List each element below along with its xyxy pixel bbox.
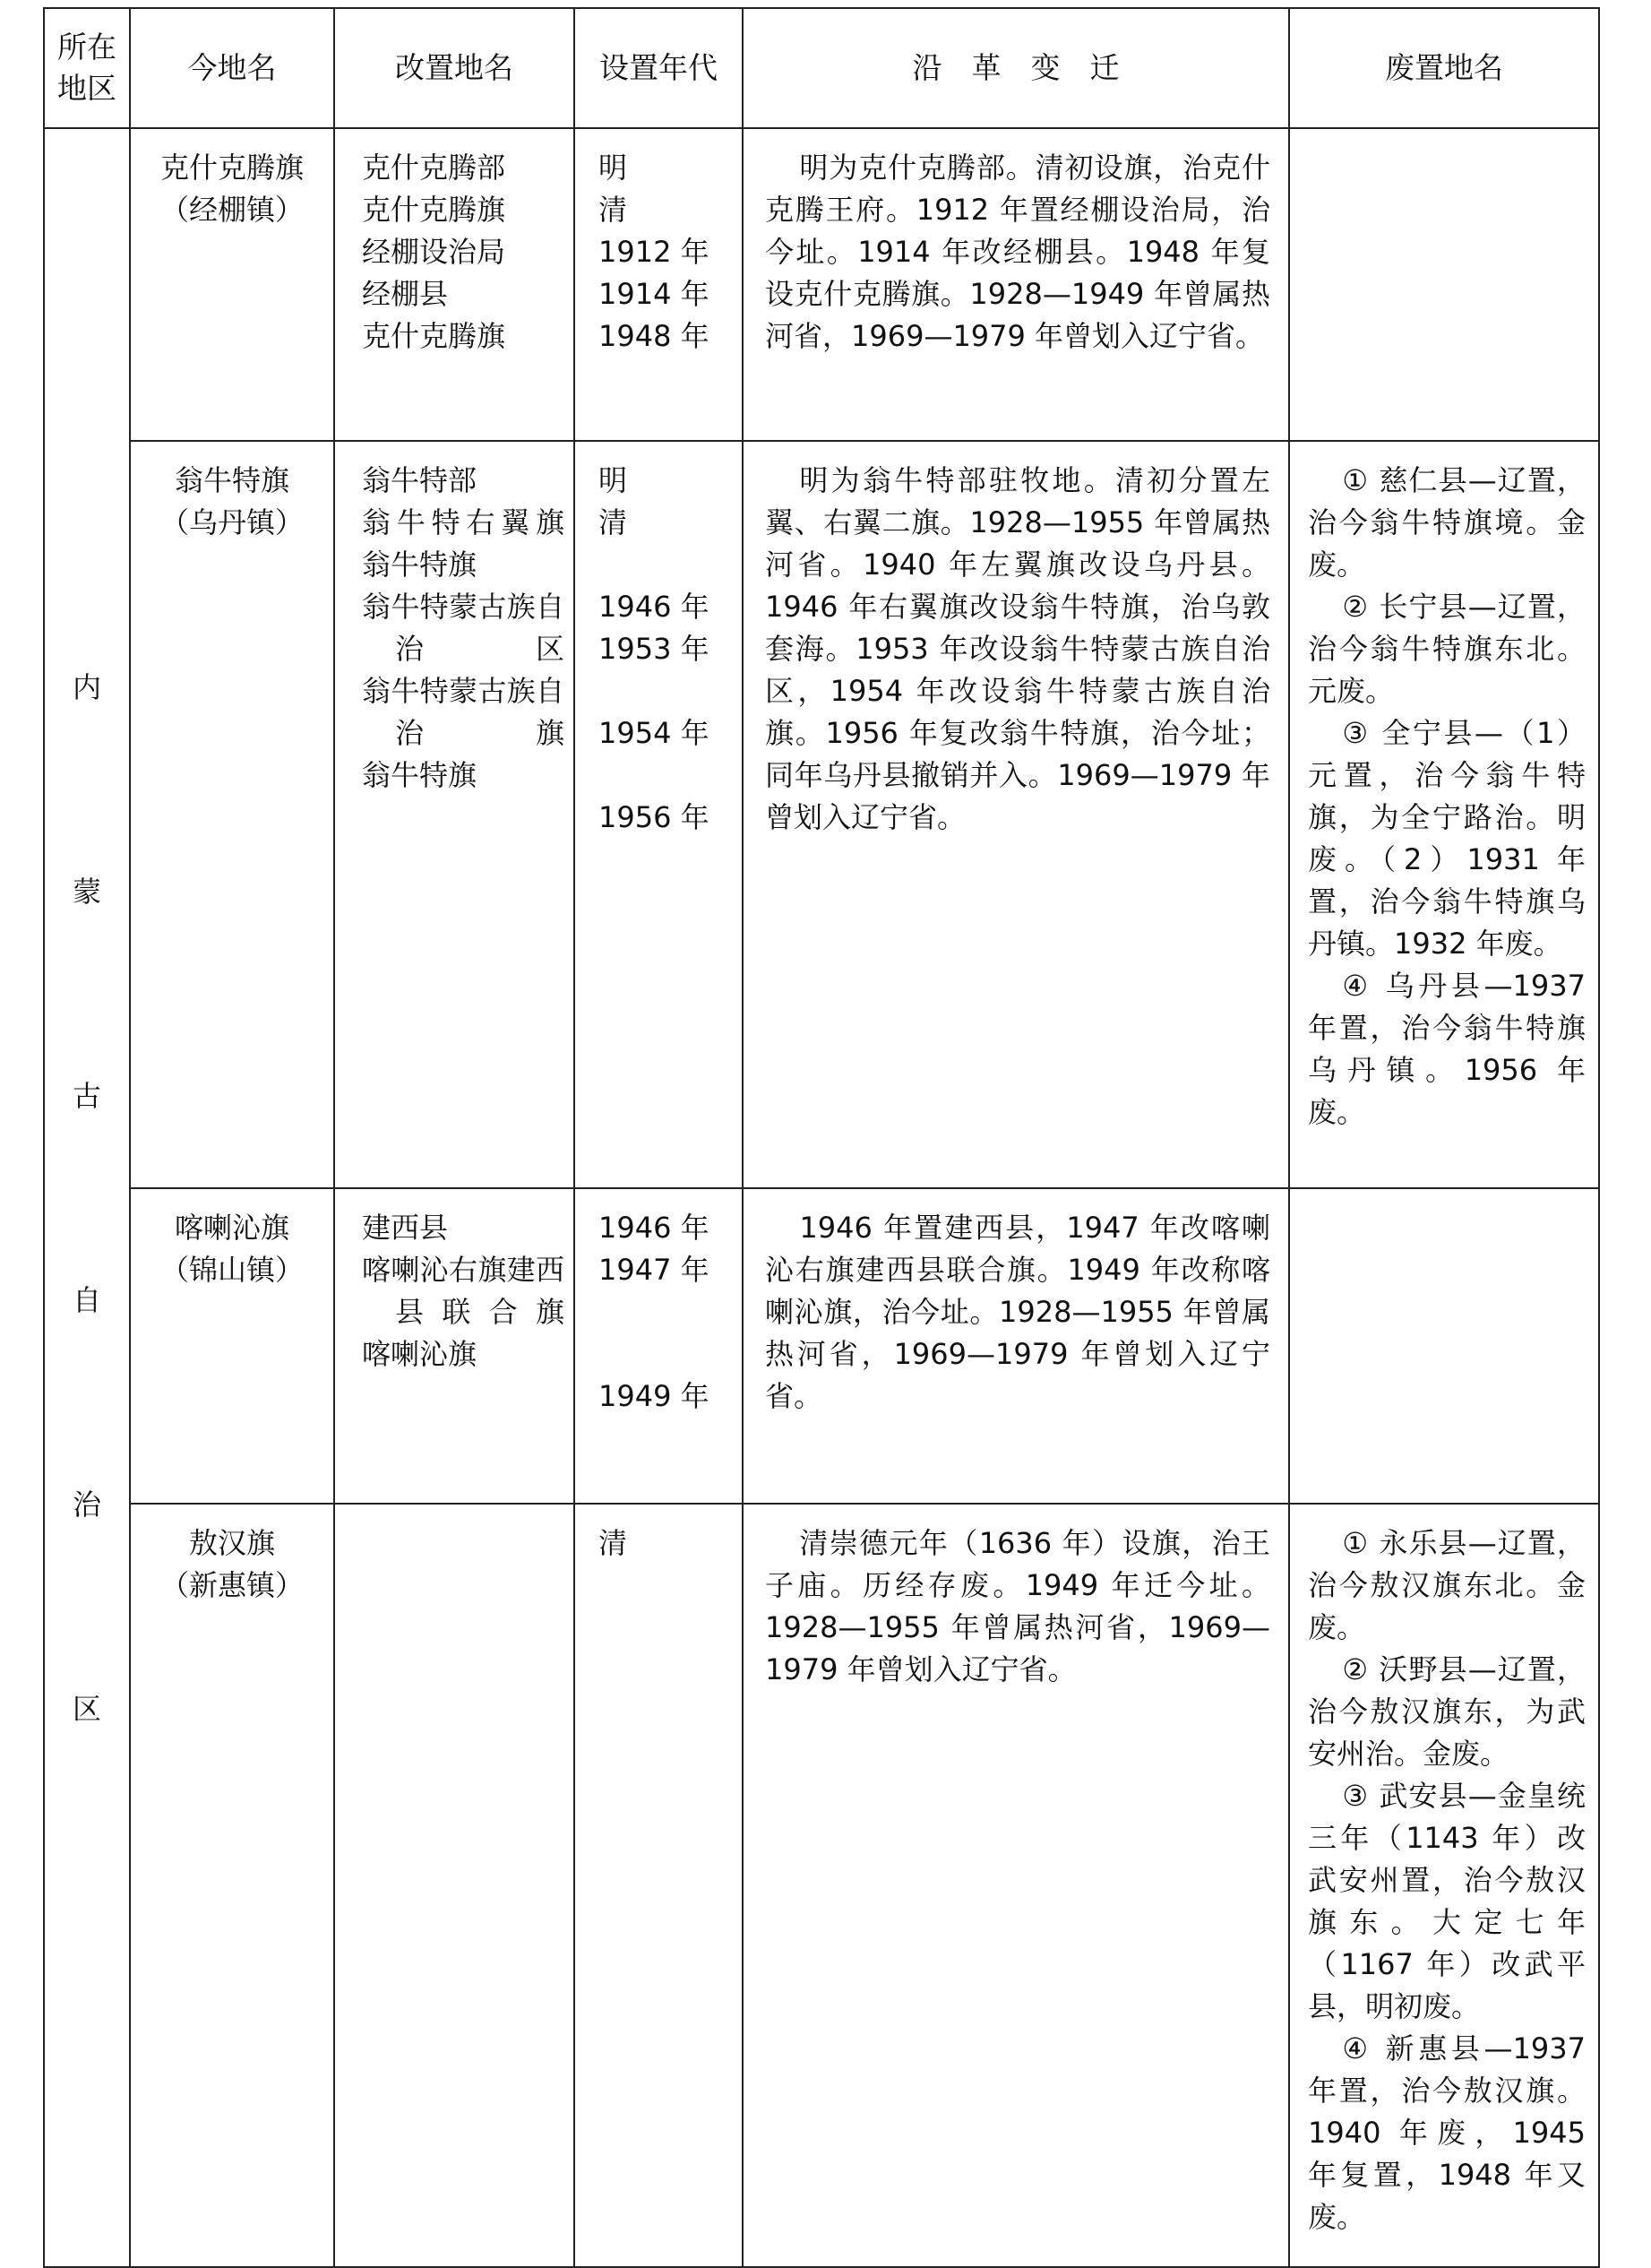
changed-names-cell: 建西县 喀喇沁右旗建西县联合旗 喀喇沁旗	[334, 1188, 574, 1504]
abolished-cell	[1289, 128, 1599, 441]
changed-names-cell: 翁牛特部 翁牛特右翼旗 翁牛特旗 翁牛特蒙古族自治区 翁牛特蒙古族自治旗 翁牛特旗	[334, 441, 574, 1188]
table-row	[44, 128, 1599, 441]
years-cell: 1946 年 1947 年 1949 年	[574, 1188, 743, 1504]
years-cell: 明 清 1912 年 1914 年 1948 年	[574, 128, 743, 441]
current-name-cell: 克什克腾旗 （经棚镇）	[130, 128, 334, 441]
current-name-cell: 翁牛特旗 （乌丹镇）	[130, 441, 334, 1188]
current-name-cell: 喀喇沁旗 （锦山镇）	[130, 1188, 334, 1504]
region-cell	[44, 128, 130, 2267]
abolished-cell	[1289, 1504, 1599, 2267]
abolished-cell	[1289, 1188, 1599, 1504]
changed-names-cell: 克什克腾部 克什克腾旗 经棚设治局 经棚县 克什克腾旗	[334, 128, 574, 441]
current-name-cell: 敖汉旗 （新惠镇）	[130, 1504, 334, 2267]
gazetteer-table	[43, 7, 1600, 2268]
table-row	[44, 1188, 1599, 1504]
years-cell: 明 清 1946 年 1953 年 1954 年 1956 年	[574, 441, 743, 1188]
header-row	[44, 8, 1599, 128]
table-row	[44, 441, 1599, 1188]
abolished-item: ② 沃野县—辽置，治今敖汉旗东，为武安州治。金废。	[1308, 1652, 1586, 1771]
changed-names-cell	[334, 1504, 574, 2267]
history-cell: 清崇德元年（1636 年）设旗，治王子庙。历经存废。1949 年迁今址。1928—1955 年曾属热河省，1969—1979 年曾划入辽宁省。	[743, 1504, 1289, 2267]
abolished-item: ① 永乐县—辽置，治今敖汉旗东北。金废。	[1308, 1526, 1586, 1644]
abolished-item: ② 长宁县—辽置，治今翁牛特旗东北。元废。	[1308, 590, 1586, 708]
header-history: 沿 革 变 迁	[743, 8, 1289, 128]
years-cell: 清	[574, 1504, 743, 2267]
header-abolished: 废置地名	[1289, 8, 1599, 128]
abolished-item: ① 慈仁县—辽置，治今翁牛特旗境。金废。	[1308, 463, 1586, 582]
history-cell: 1946 年置建西县，1947 年改喀喇沁右旗建西县联合旗。1949 年改称喀喇沁旗，治今址。1928—1955 年曾属热河省，1969—1979 年曾划入辽宁省。	[743, 1188, 1289, 1504]
header-changed-names: 改置地名	[334, 8, 574, 128]
region-label: 内 蒙 古 自 治 区	[72, 669, 101, 1726]
header-current-name: 今地名	[130, 8, 334, 128]
abolished-item: ③ 武安县—金皇统三年（1143 年）改武安州置，治今敖汉旗东。大定七年（1167 年）改武平县，明初废。	[1308, 1779, 1586, 2023]
history-cell: 明为翁牛特部驻牧地。清初分置左翼、右翼二旗。1928—1955 年曾属热河省。1940 年左翼旗改设乌丹县。1946 年右翼旗改设翁牛特旗，治乌敦套海。1953 年改设翁牛特蒙古族自治区，1954 年改设翁牛特蒙古族自治旗。1956 年复改翁牛特旗，治今址；同年乌丹县撤销并入。1969—1979 年曾划入辽宁省。	[743, 441, 1289, 1188]
abolished-item: ④ 新惠县—1937 年置，治今敖汉旗。1940 年废，1945 年复置，1948 年又废。	[1308, 2031, 1586, 2234]
table-row	[44, 1504, 1599, 2267]
abolished-item: ④ 乌丹县—1937 年置，治今翁牛特旗乌丹镇。1956 年废。	[1308, 969, 1586, 1129]
history-cell: 明为克什克腾部。清初设旗，治克什克腾王府。1912 年置经棚设治局，治今址。1914 年改经棚县。1948 年复设克什克腾旗。1928—1949 年曾属热河省，1969—1979 年曾划入辽宁省。	[743, 128, 1289, 441]
header-region: 所在地区	[44, 8, 130, 128]
abolished-item: ③ 全宁县—（1）元置，治今翁牛特旗，为全宁路治。明废。（2）1931 年置，治今翁牛特旗乌丹镇。1932 年废。	[1308, 716, 1586, 961]
header-setup-era: 设置年代	[574, 8, 743, 128]
abolished-cell	[1289, 441, 1599, 1188]
